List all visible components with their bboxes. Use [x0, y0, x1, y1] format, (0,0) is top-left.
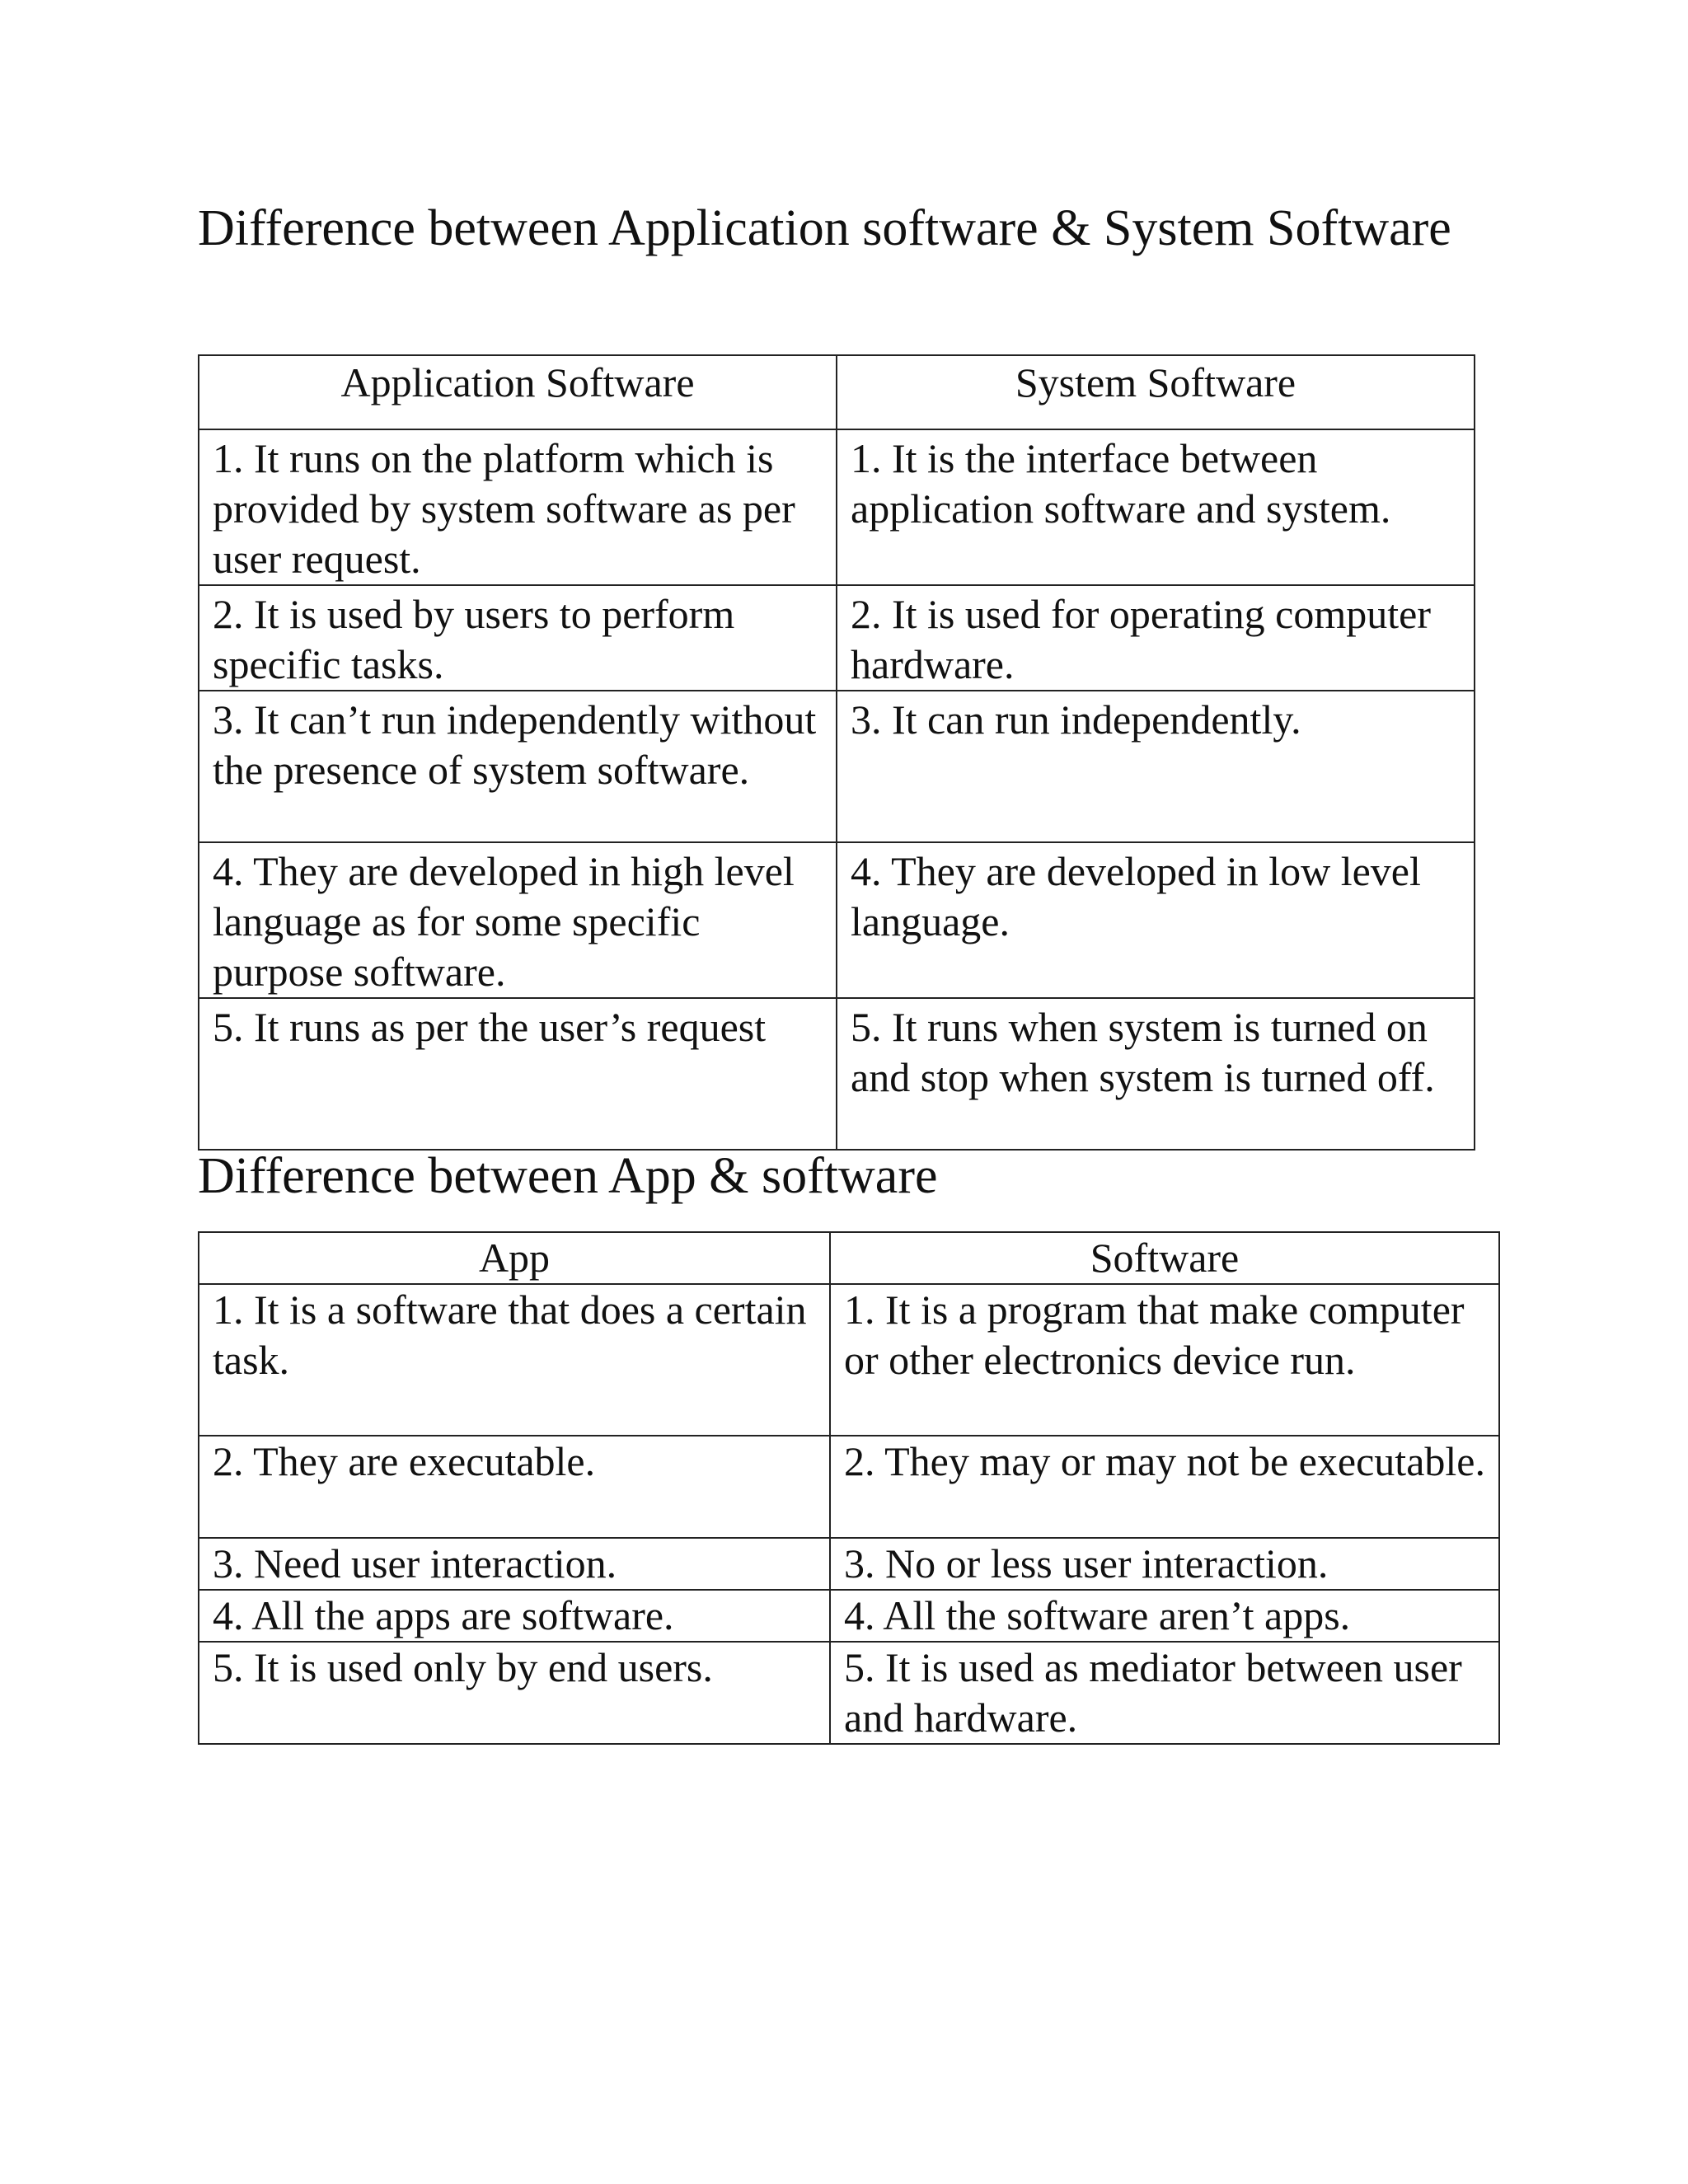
- table-cell: 4. All the apps are software.: [199, 1590, 830, 1642]
- column-header-app: App: [199, 1232, 830, 1284]
- table-cell: 3. It can’t run independently without the presence of system software.: [199, 691, 837, 842]
- column-header-software: Software: [830, 1232, 1499, 1284]
- table-cell: 2. They may or may not be executable.: [830, 1436, 1499, 1538]
- table-cell: 5. It runs when system is turned on and stop when system is turned off.: [837, 998, 1475, 1150]
- table-cell: 2. It is used for operating computer hardware.: [837, 585, 1475, 691]
- table-cell: 4. All the software aren’t apps.: [830, 1590, 1499, 1642]
- table-row: [199, 1538, 1499, 1590]
- table-row: [199, 998, 1475, 1150]
- table-row: [199, 842, 1475, 998]
- table-cell: 1. It is the interface between application software and system.: [837, 429, 1475, 585]
- table-cell: 1. It is a program that make computer or other electronics device run.: [830, 1284, 1499, 1436]
- table-header-row: [199, 1232, 1499, 1284]
- table-row: [199, 1436, 1499, 1538]
- application-vs-system-software-table: [198, 354, 1475, 1151]
- table-cell: 3. It can run independently.: [837, 691, 1475, 842]
- table-row: [199, 1642, 1499, 1744]
- table-cell: 4. They are developed in high level language as for some specific purpose software.: [199, 842, 837, 998]
- table-cell: 1. It runs on the platform which is provided by system software as per user request.: [199, 429, 837, 585]
- table-cell: 2. They are executable.: [199, 1436, 830, 1538]
- table-cell: 1. It is a software that does a certain task.: [199, 1284, 830, 1436]
- table-row: [199, 429, 1475, 585]
- table-cell: 2. It is used by users to perform specific tasks.: [199, 585, 837, 691]
- app-vs-software-table: [198, 1231, 1500, 1745]
- table-cell: 5. It is used only by end users.: [199, 1642, 830, 1744]
- table-cell: 3. Need user interaction.: [199, 1538, 830, 1590]
- table-row: [199, 585, 1475, 691]
- table-header-row: [199, 355, 1475, 429]
- column-header-system-software: System Software: [837, 355, 1475, 429]
- section2-title: Difference between App & software: [198, 1148, 938, 1204]
- table-cell: 5. It runs as per the user’s request: [199, 998, 837, 1150]
- table-row: [199, 1284, 1499, 1436]
- table-cell: 3. No or less user interaction.: [830, 1538, 1499, 1590]
- table-cell: 4. They are developed in low level language.: [837, 842, 1475, 998]
- table-row: [199, 691, 1475, 842]
- column-header-application-software: Application Software: [199, 355, 837, 429]
- table-cell: 5. It is used as mediator between user and hardware.: [830, 1642, 1499, 1744]
- table-row: [199, 1590, 1499, 1642]
- section1-title: Difference between Application software & System Software: [198, 200, 1451, 256]
